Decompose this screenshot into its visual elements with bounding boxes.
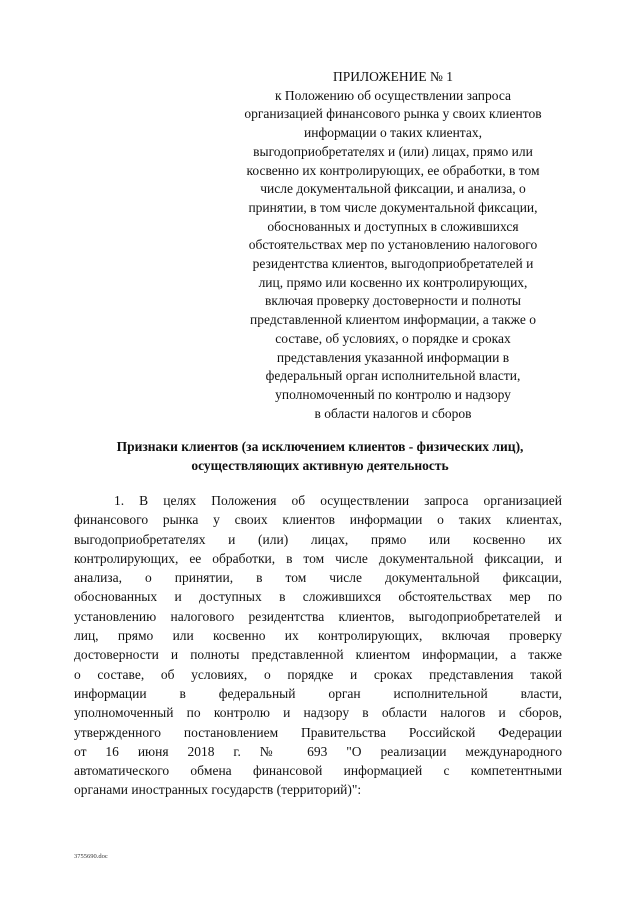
heading-line: осуществляющих активную деятельность	[191, 457, 449, 473]
appendix-line: уполномоченный по контролю и надзору	[275, 386, 511, 402]
appendix-line: числе документальной фиксации, и анализа, о	[260, 181, 526, 197]
appendix-line: включая проверку достоверности и полноты	[264, 293, 522, 309]
appendix-line: в области налогов и сборов	[314, 405, 472, 421]
appendix-line: обстоятельствах мер по установлению налогового	[248, 237, 538, 253]
paragraph-line: о составе, об условиях, о порядке и сроках представления такой	[74, 666, 562, 682]
paragraph-line: контролирующих, ее обработки, в том числе документальной фиксации, и	[74, 550, 562, 566]
appendix-title: ПРИЛОЖЕНИЕ № 1	[332, 69, 454, 84]
heading-line: Признаки клиентов (за исключением клиентов - физических лиц),	[116, 439, 524, 454]
paragraph-line: утвержденного постановлением Правительства Российской Федерации	[74, 724, 562, 740]
appendix-line: представления указанной информации в	[276, 349, 510, 365]
paragraph-line: уполномоченный по контролю и надзору в области налогов и сборов,	[74, 705, 562, 721]
paragraph-line: лиц, прямо или косвенно их контролирующих, включая проверку	[74, 628, 562, 644]
appendix-line: информации о таких клиентах,	[304, 125, 482, 141]
appendix-header	[218, 68, 568, 423]
paragraph-line: 1. В целях Положения об осуществлении запроса организацией	[114, 493, 562, 508]
appendix-line: лиц, прямо или косвенно их контролирующих,	[258, 274, 528, 290]
paragraph-line: органами иностранных государств (территорий)":	[74, 782, 362, 798]
appendix-line: к Положению об осуществлении запроса	[274, 87, 512, 103]
appendix-line: резидентства клиентов, выгодоприобретателей и	[252, 256, 534, 272]
paragraph-line: обоснованных и доступных в сложившихся обстоятельствах мер по	[74, 589, 562, 605]
appendix-line: представленной клиентом информации, а также о	[250, 312, 536, 328]
document-filename: 3755690.doc	[74, 853, 108, 860]
appendix-line: обоснованных и доступных в сложившихся	[267, 218, 519, 234]
appendix-line: косвенно их контролирующих, ее обработки, в том	[246, 162, 540, 178]
paragraph-line: достоверности и полноты представленной клиентом информации, а также	[74, 647, 562, 663]
appendix-line: организацией финансового рынка у своих клиентов	[244, 106, 542, 122]
appendix-line: принятии, в том числе документальной фиксации,	[248, 199, 538, 215]
appendix-line: выгодоприобретателях и (или) лицах, прямо или	[253, 143, 533, 159]
appendix-line: составе, об условиях, о порядке и сроках	[275, 330, 511, 346]
paragraph-line: установлению налогового резидентства клиентов, выгодоприобретателей и	[74, 608, 562, 624]
paragraph-line: анализа, о принятии, в том числе документальной фиксации,	[74, 570, 562, 586]
paragraph-line: финансового рынка у своих клиентов информации о таких клиентах,	[74, 512, 562, 528]
body-paragraph	[74, 491, 562, 800]
paragraph-line: выгодоприобретателях и (или) лицах, прямо или косвенно их	[74, 531, 562, 547]
paragraph-line: информации в федеральный орган исполнительной власти,	[74, 685, 562, 701]
paragraph-line: от 16 июня 2018 г. № 693 "О реализации международного	[74, 743, 562, 759]
paragraph-line: автоматического обмена финансовой информацией с компетентными	[74, 763, 562, 779]
section-heading	[60, 438, 580, 475]
appendix-line: федеральный орган исполнительной власти,	[265, 368, 521, 384]
